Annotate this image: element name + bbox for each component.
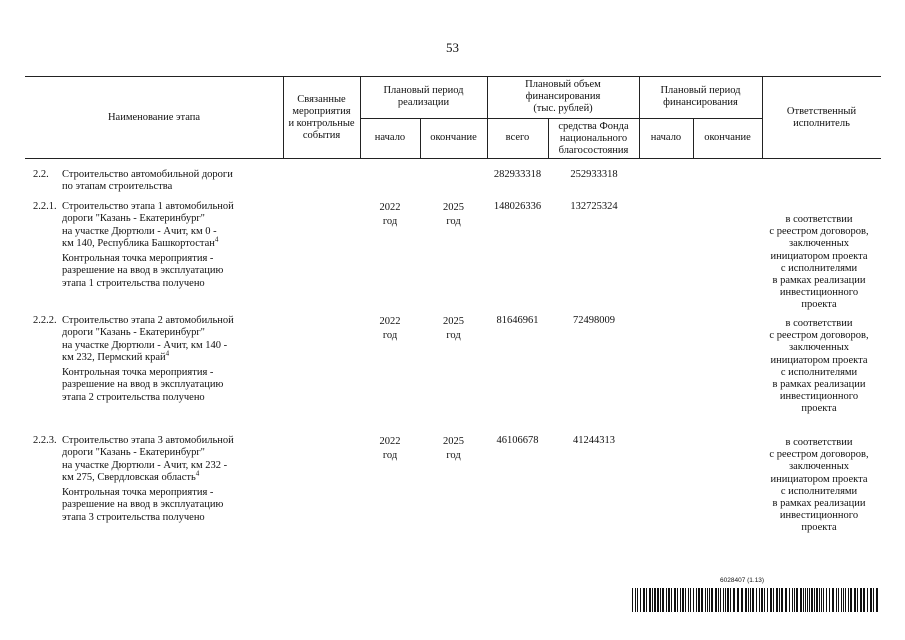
control-point: Контрольная точка мероприятия - разрешение на ввод в эксплуатацию этапа 3 строительства получено [62, 487, 224, 523]
row-number: 2.2. [33, 169, 49, 180]
row-fund: 41244313 [573, 435, 615, 446]
footnote-mark: 4 [165, 349, 170, 358]
table-top-rule [25, 76, 881, 77]
header-related: Связанные мероприятия и контрольные события [288, 94, 355, 141]
row-responsible: в соответствии с реестром договоров, заключенных инициатором проекта с исполнителями в рамках реализации инвестиционного проекта [769, 318, 869, 415]
row-title: Строительство этапа 1 автомобильной дороги "Казань - Екатеринбург" на участке Дюртюли - Ачит, км 0 - км 140, Республика Башкортостан$^4$ Контрольная точка мероприятия - разрешение на ввод в эксплуатацию этапа 1 строительства получено [62, 201, 284, 290]
footnote-mark: 4 [214, 235, 219, 244]
header-period-start: начало [374, 132, 406, 143]
row-title: Строительство этапа 2 автомобильной дороги "Казань - Екатеринбург" на участке Дюртюли - Ачит, км 140 - км 232, Пермский край$^4$ Контрольная точка мероприятия - разрешение на ввод в эксплуатацию этапа 2 строительства получено [62, 315, 284, 404]
header-period-end: окончание [430, 132, 477, 143]
header-fin-end: окончание [704, 132, 751, 143]
control-point: Контрольная точка мероприятия - разрешение на ввод в эксплуатацию этапа 1 строительства получено [62, 253, 224, 289]
row-end: 2025 год [443, 202, 464, 227]
page-number: 53 [446, 40, 459, 55]
barcode-number: 6028407 (1.13) [720, 577, 765, 584]
header-stage: Наименование этапа [107, 112, 201, 123]
control-point: Контрольная точка мероприятия - разрешение на ввод в эксплуатацию этапа 2 строительства получено [62, 367, 224, 403]
row-number: 2.2.1. [33, 201, 57, 212]
row-total: 81646961 [496, 315, 539, 326]
header-period: Плановый период реализации [383, 85, 464, 108]
row-start: 2022 год [379, 436, 401, 461]
row-fund: 252933318 [570, 169, 618, 180]
row-start: 2022 год [379, 202, 401, 227]
row-number: 2.2.2. [33, 315, 57, 326]
footnote-mark: 4 [195, 469, 200, 478]
row-end: 2025 год [443, 436, 464, 461]
header-fin-start: начало [650, 132, 682, 143]
header-volume: Плановый объем финансирования (тыс. рублей) [525, 79, 601, 114]
header-subrule [487, 118, 639, 119]
header-volume-fund: средства Фонда национального благосостояния [558, 121, 629, 156]
row-title: Строительство этапа 3 автомобильной дороги "Казань - Екатеринбург" на участке Дюртюли - Ачит, км 232 - км 275, Свердловская область$^4$ Контрольная точка мероприятия - разрешение на ввод в эксплуатацию этапа 3 строительства получено [62, 435, 284, 524]
row-total: 282933318 [493, 169, 542, 180]
header-subrule [639, 118, 762, 119]
row-total: 148026336 [493, 201, 542, 212]
row-title: Строительство автомобильной дороги по этапам строительства [62, 169, 233, 193]
header-volume-total: всего [505, 132, 530, 143]
row-end: 2025 год [443, 316, 464, 341]
header-responsible: Ответственный исполнитель [786, 106, 857, 129]
row-start: 2022 год [379, 316, 401, 341]
row-number: 2.2.3. [33, 435, 57, 446]
row-responsible: в соответствии с реестром договоров, заключенных инициатором проекта с исполнителями в рамках реализации инвестиционного проекта [769, 437, 869, 534]
header-subrule [360, 118, 487, 119]
row-responsible: в соответствии с реестром договоров, заключенных инициатором проекта с исполнителями в рамках реализации инвестиционного проекта [769, 214, 869, 311]
row-fund: 132725324 [570, 201, 618, 212]
barcode-image [632, 588, 880, 612]
header-bottom-rule [25, 158, 881, 159]
row-fund: 72498009 [573, 315, 615, 326]
header-financing: Плановый период финансирования [660, 85, 741, 108]
row-total: 46106678 [496, 435, 539, 446]
